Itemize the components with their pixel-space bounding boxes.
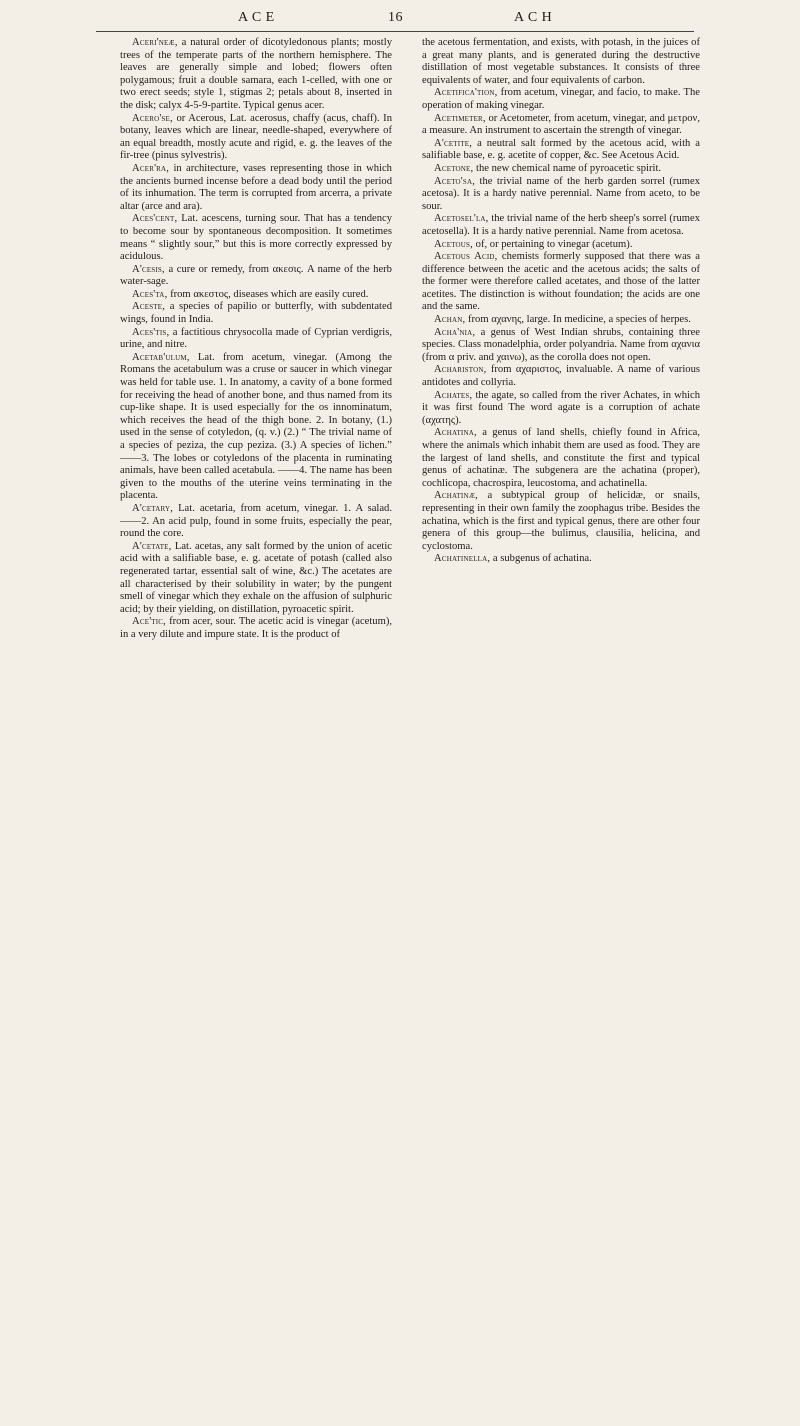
entry-definition: of, or pertaining to vinegar (acetum). [475,238,633,250]
dictionary-entry [422,37,700,87]
dictionary-entry [120,264,392,289]
dictionary-entry [120,352,392,503]
dictionary-entry [422,490,700,553]
entry-definition: a natural order of dicotyledonous plants; mostly trees of the temperate parts of the northern hemisphere. The leaves are generally simple and lobed; flowers often polygamous; fruit a double samara, each 1-celled, with one or two erect seeds; style 1, stigmas 2; petals about 8, inserted in the disk; calyx 4-5-9-partite. Typical genus acer. [120,37,392,111]
entry-definition: from acetum, vinegar, and facio, to make. The operation of making vinegar. [422,87,700,111]
dictionary-entry [120,503,392,541]
entry-headword: Acetous Acid, [434,251,498,263]
entry-headword: Achan, [434,314,466,326]
entry-definition: Lat. from acetum, vinegar. (Among the Romans the acetabulum was a cruse or saucer in which vinegar was held for table use. 1. In anatomy, a cavity of a bone formed for receiving the head of another bone, and thus named from its cup-like shape. It is used especially for the os innominatum, which receives the head of the thigh bone. 2. In botany, (1.) used in the sense of cotyledon, (q. v.) (2.) “ The trivial name of a species of peziza, the cup peziza. (3.) A species of lichen.” ——3. The lobes or cotyledons of the placenta in ruminating animals, have been called acetabula. ——4. The name has been given to the mouths of the uterine veins terminating in the placenta. [120,351,392,502]
dictionary-entry [422,427,700,490]
entry-headword: Acer'ra, [132,162,170,174]
entry-headword: Achates, [434,389,473,401]
dictionary-entry [422,553,700,566]
dictionary-entry [120,541,392,617]
dictionary-entry [422,87,700,112]
entry-headword: Aceto'sa, [434,175,476,187]
dictionary-entry [422,163,700,176]
entry-headword: Achatinæ, [434,490,478,502]
dictionary-entry [422,251,700,314]
right-column [422,37,700,566]
entry-headword: A'cesis, [132,263,165,275]
entry-headword: Acha'nia, [434,326,476,338]
header-right-guide: A C H [514,10,553,25]
entry-definition: a subtypical group of helicidæ, or snails, representing in their own family the zoophagus tribe. Besides the achatina, which is the first and typical genus, there are other four genera of this group—the bulimus, clausilia, helicina, and cyclostoma. [422,490,700,552]
header-rule [96,31,694,32]
dictionary-entry [422,239,700,252]
entry-definition: a species of papilio or butterfly, with subdentated wings, found in India. [120,301,392,326]
entry-headword: Aces'ta, [132,288,168,300]
entry-definition: Lat. acetas, any salt formed by the union of acetic acid with a salifiable base, e. g. acetate of potash (called also regenerated tartar, essential salt of wine, &c.) The acetates are all characterised by their solubility in water; by the pungent smell of vinegar which they exhale on the affusion of sulphuric acid; by their yielding, on distillation, pyroacetic spirit. [120,540,392,615]
dictionary-entry [422,364,700,389]
dictionary-entry [422,327,700,365]
entry-headword: Achariston, [434,364,487,376]
entry-definition: from αχανης, large. In medicine, a species of herpes. [468,314,691,326]
dictionary-entry [120,289,392,302]
entry-headword: Aceri'neæ, [132,37,178,48]
dictionary-entry [422,176,700,214]
entry-definition: a neutral salt formed by the acetous acid, with a salifiable base, e. g. acetite of copper, &c. See Acetous Acid. [422,137,700,162]
dictionary-entry [422,113,700,138]
dictionary-entry [422,138,700,163]
dictionary-entry [120,113,392,163]
entry-headword: A'cetite, [434,137,473,149]
entry-headword: Acetimeter, [434,112,486,124]
entry-headword: Acetifica'tion, [434,87,498,99]
entry-headword: A'cetate, [132,540,172,552]
dictionary-entry [120,213,392,263]
dictionary-entry [120,37,392,113]
entry-definition: from αχαριστος, invaluable. A name of various antidotes and collyria. [422,364,700,389]
left-column [120,37,392,642]
entry-headword: Achatinella, [434,553,491,565]
entry-definition: a cure or remedy, from ακεσις. A name of the herb water-sage. [120,263,392,288]
dictionary-entry [120,301,392,326]
entry-definition: a factitious chrysocolla made of Cyprian verdigris, urine, and nitre. [120,326,392,351]
entry-headword: Aceste, [132,301,166,313]
entry-definition: or Acetometer, from acetum, vinegar, and μετρον, a measure. An instrument to ascertain the strength of vinegar. [422,112,700,137]
entry-headword: Ace'tic, [132,616,167,628]
entry-headword: Aces'tis, [132,326,170,338]
page-number: 16 [388,10,403,25]
entry-definition: the trivial name of the herb sheep's sorrel (rumex acetosella). It is a hardy native perennial. Name from acetosa. [422,213,700,237]
entry-headword: A'cetary, [132,502,174,514]
running-header [0,10,800,30]
entry-definition: the trivial name of the herb garden sorrel (rumex acetosa). It is a hardy native perennial. Name from aceto, to be sour. [422,175,700,212]
entry-definition: the acetous fermentation, and exists, with potash, in the juices of a great many plants, and is generated during the destructive distillation of most vegetable substances. It consists of three equivalents of water, and four equivalents of carbon. [422,37,700,86]
entry-definition: Lat. acescens, turning sour. That has a tendency to become sour by spontaneous decomposition. It sometimes means “ slightly sour,” but this is more correctly expressed by acidulous. [120,213,392,263]
dictionary-entry [422,314,700,327]
entry-headword: Acetosel'la, [434,213,489,225]
entry-definition: a subgenus of achatina. [492,553,592,565]
entry-definition: or Acerous, Lat. acerosus, chaffy (acus, chaff). In botany, leaves which are linear, needle-shaped, everywhere of an equal breadth, mostly acute and rigid, e. g. the leaves of the fir-tree (pinus sylvestris). [120,112,392,162]
dictionary-entry [120,327,392,352]
entry-headword: Achatina, [434,427,477,439]
entry-definition: the agate, so called from the river Achates, in which it was first found The word agate is a corruption of achate (αχατης). [422,389,701,426]
dictionary-entry [120,616,392,641]
entry-definition: Lat. acetaria, from acetum, vinegar. 1. A salad. ——2. An acid pulp, found in some fruits, especially the pear, round the core. [120,502,392,540]
dictionary-entry [422,390,700,428]
header-left-guide: A C E [238,10,275,25]
entry-headword: Acero'se, [132,112,173,124]
entry-definition: from ακεστος, diseases which are easily cured. [170,288,369,300]
dictionary-entry [120,163,392,213]
entry-definition: chemists formerly supposed that there was a difference between the acetic and the acetous acids; the salts of the former were therefore called acetates, and those of the latter acetites. The distinction is without foundation; the acids are one and the same. [422,251,700,313]
entry-headword: Aces'cent, [132,213,178,225]
entry-headword: Acetab'ulum, [132,351,190,363]
dictionary-entry [422,213,700,238]
entry-headword: Acetone, [434,162,474,174]
entry-definition: from acer, sour. The acetic acid is vinegar (acetum), in a very dilute and impure state. It is the product of [120,616,393,640]
entry-definition: the new chemical name of pyroacetic spirit. [476,162,662,174]
entry-definition: a genus of land shells, chiefly found in Africa, where the animals which inhabit them are used as food. They are the largest of land shells, and constitute the first and typical genus of achatinæ. The subgenera are the achatina (proper), cochlicopa, chacrospira, leucostoma, and achatinella. [422,427,700,489]
entry-headword: Acetous, [434,238,473,250]
entry-definition: in architecture, vases representing those in which the ancients burned incense before a dead body until the period of its inhumation. The term is corrupted from arcerra, a private altar (arce and ara). [120,162,392,212]
entry-definition: a genus of West Indian shrubs, containing three species. Class monadelphia, order polyandria. Name from αχανια (from α priv. and χαινω), as the corolla does not open. [422,326,700,363]
